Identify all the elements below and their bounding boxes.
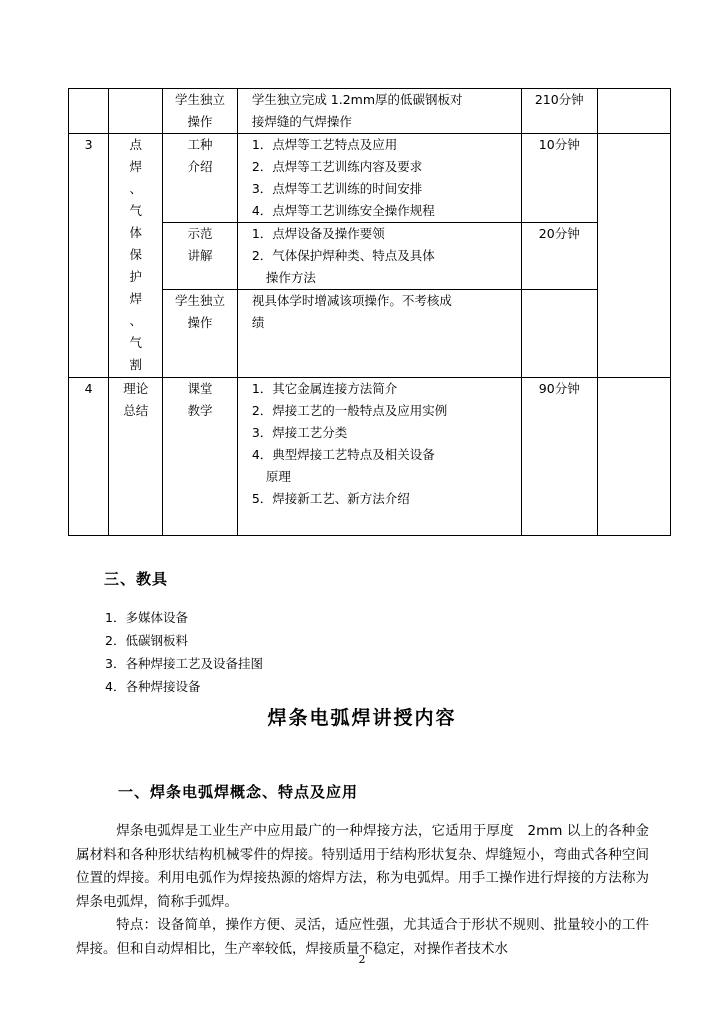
content-line: 1．点焊等工艺特点及应用 — [251, 137, 398, 152]
time-cell: 20分钟 — [521, 223, 597, 290]
paragraph-text: 焊条电弧焊是工业生产中应用最广的一种焊接方法，它适用于厚度 2mm 以上的各种金属材料和各种形状结构机械零件的焊接。特别适用于结构形状复杂、焊缝短小，弯曲式各种空间位置的焊接。利用电弧作为焊接热源的熔焊方法，称为电弧焊。用手工操作进行焊接的方法称为焊条电弧焊，简称手弧焊。 — [76, 823, 649, 910]
topic-cell — [109, 134, 163, 378]
section-heading-teaching-aids: 三、教具 — [104, 570, 169, 588]
topic-char: 气 — [129, 335, 142, 350]
topic-cell — [109, 378, 163, 536]
time-cell — [521, 290, 597, 378]
method-line: 操作 — [187, 315, 213, 330]
content-line: 接焊缝的气焊操作 — [251, 114, 352, 129]
topic-char: 割 — [129, 357, 142, 372]
content-line: 3．点焊等工艺训练的时间安排 — [251, 181, 423, 196]
page-title: 焊条电弧焊讲授内容 — [267, 707, 457, 729]
method-cell — [163, 89, 238, 134]
method-line: 讲解 — [187, 248, 213, 263]
page-number: 2 — [358, 953, 366, 966]
content-line: 操作方法 — [265, 270, 316, 285]
method-line: 教学 — [187, 403, 213, 418]
topic-char: 体 — [129, 225, 142, 240]
topic-char: 、 — [129, 181, 142, 196]
method-line: 工种 — [187, 137, 213, 152]
topic-line: 理论 — [123, 381, 149, 396]
list-item: 1．多媒体设备 — [105, 610, 188, 625]
content-line: 3．焊接工艺分类 — [251, 425, 348, 440]
topic-cell — [109, 89, 163, 134]
time-cell: 10分钟 — [521, 134, 597, 223]
note-cell — [597, 89, 670, 134]
content-line: 2．焊接工艺的一般特点及应用实例 — [251, 403, 448, 418]
section-heading-concept: 一、焊条电弧焊概念、特点及应用 — [118, 783, 359, 801]
method-line: 示范 — [187, 226, 213, 241]
table-row — [69, 134, 671, 223]
topic-line: 总结 — [123, 403, 149, 418]
paragraph — [76, 820, 649, 914]
content-line: 1．其它金属连接方法简介 — [251, 381, 398, 396]
content-line: 视具体学时增减该项操作。不考核成 — [251, 293, 452, 308]
time-cell: 90分钟 — [521, 378, 597, 536]
paragraph-text: 特点：设备简单，操作方便、灵活，适应性强，尤其适合于形状不规则、批量较小的工件焊接。但和自动焊相比，生产率较低，焊接质量不稳定，对操作者技术水 — [76, 917, 649, 957]
method-cell — [163, 290, 238, 378]
method-line: 介绍 — [187, 159, 213, 174]
content-cell — [237, 223, 521, 290]
method-cell — [163, 134, 238, 223]
time-cell: 210分钟 — [521, 89, 597, 134]
content-line: 1．点焊设备及操作要领 — [251, 226, 385, 241]
content-line: 2．点焊等工艺训练内容及要求 — [251, 159, 423, 174]
list-item: 3．各种焊接工艺及设备挂图 — [105, 656, 263, 671]
method-line: 课堂 — [187, 381, 213, 396]
list-item: 2．低碳钢板料 — [105, 633, 188, 648]
content-line: 4．典型焊接工艺特点及相关设备 — [251, 447, 435, 462]
content-line: 绩 — [251, 315, 265, 330]
method-cell — [163, 223, 238, 290]
note-cell — [597, 378, 670, 536]
note-cell — [597, 134, 670, 378]
training-plan-table — [68, 88, 671, 536]
row-number-cell: 3 — [69, 134, 109, 378]
content-line: 学生独立完成 1.2mm厚的低碳钢板对 — [251, 92, 463, 107]
row-number-cell: 4 — [69, 378, 109, 536]
method-cell — [163, 378, 238, 536]
topic-char: 焊 — [129, 291, 142, 306]
content-cell — [237, 378, 521, 536]
content-line: 4．点焊等工艺训练安全操作规程 — [251, 203, 435, 218]
content-cell — [237, 290, 521, 378]
row-number-cell — [69, 89, 109, 134]
method-line: 学生独立 — [174, 92, 225, 107]
teaching-aids-list — [105, 606, 263, 698]
content-cell — [237, 89, 521, 134]
method-line: 操作 — [187, 114, 213, 129]
table-row — [69, 89, 671, 134]
content-line: 原理 — [265, 469, 291, 484]
content-line: 2．气体保护焊种类、特点及具体 — [251, 248, 435, 263]
method-line: 学生独立 — [174, 293, 225, 308]
content-line: 5．焊接新工艺、新方法介绍 — [251, 491, 410, 506]
topic-char: 焊 — [129, 159, 142, 174]
content-cell — [237, 134, 521, 223]
topic-char: 保 — [129, 247, 142, 262]
list-item: 4．各种焊接设备 — [105, 679, 201, 694]
topic-char: 护 — [129, 269, 142, 284]
topic-char: 点 — [129, 137, 142, 152]
topic-char: 气 — [129, 203, 142, 218]
topic-char: 、 — [129, 313, 142, 328]
table-row — [69, 378, 671, 536]
